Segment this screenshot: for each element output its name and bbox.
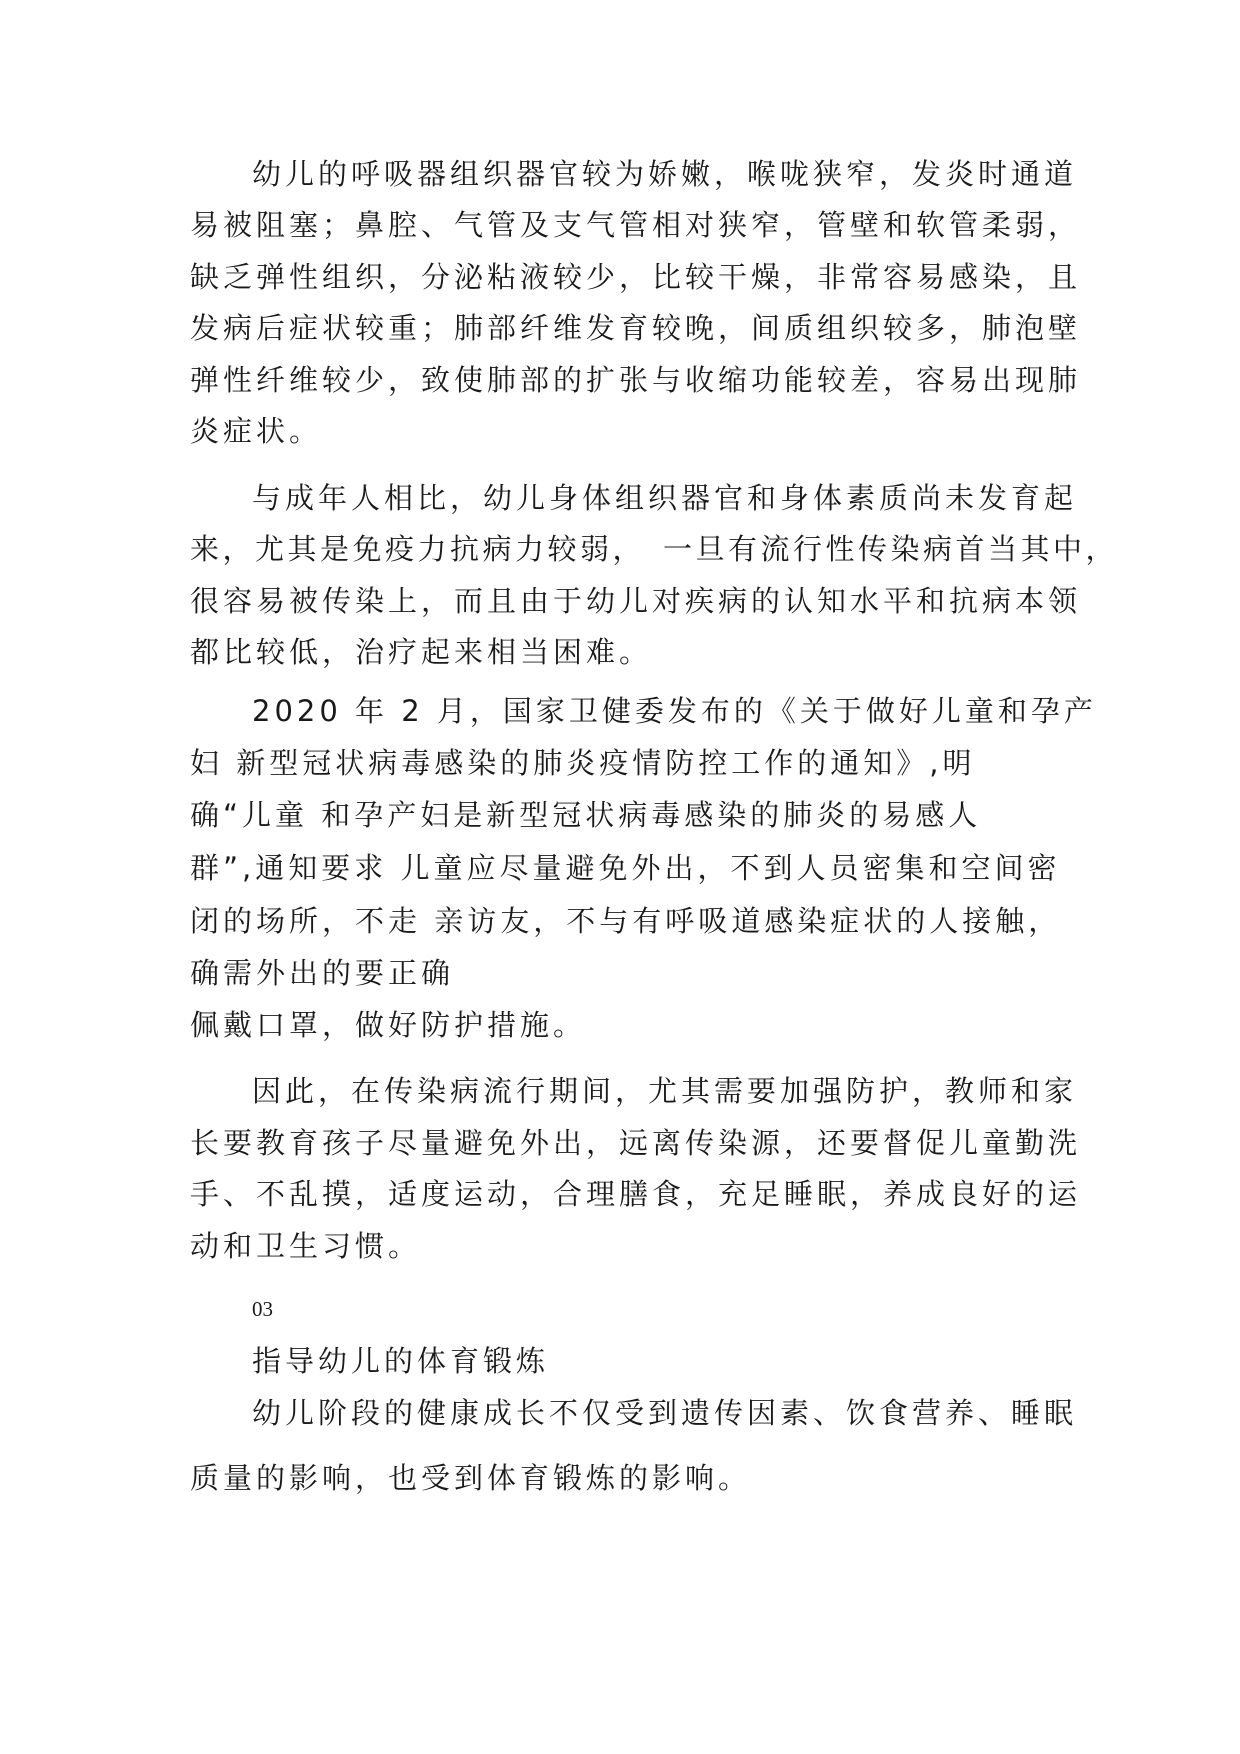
paragraph-line: 都比较低，治疗起来相当困难。 bbox=[190, 635, 653, 669]
paragraph-line: 炎症状。 bbox=[190, 414, 323, 448]
paragraph-line: 长要教育孩子尽量避免外出，远离传染源，还要督促儿童勤洗 bbox=[190, 1126, 1082, 1160]
paragraph-line: 佩戴口罩，做好防护措施。 bbox=[190, 1008, 587, 1042]
paragraph-line: 缺乏弹性组织，分泌粘液较少，比较干燥，非常容易感染，且 bbox=[190, 260, 1082, 294]
paragraph-line: 来，尤其是免疫力抗病力较弱， 一旦有流行性传染病首当其中， bbox=[190, 532, 1119, 566]
section-title: 指导幼儿的体育锻炼 bbox=[252, 1344, 550, 1378]
paragraph-line: 幼儿的呼吸器组织器官较为娇嫩，喉咙狭窄，发炎时通道 bbox=[252, 157, 1078, 191]
paragraph-line: 与成年人相比，幼儿身体组织器官和身体素质尚未发育起 bbox=[252, 481, 1078, 515]
paragraph-line: 很容易被传染上，而且由于幼儿对疾病的认知水平和抗病本领 bbox=[190, 584, 1082, 618]
paragraph-line: 确“儿童 和孕产妇是新型冠状病毒感染的肺炎的易感人 bbox=[190, 798, 982, 832]
paragraph-line: 确需外出的要正确 bbox=[190, 956, 455, 990]
paragraph-line: 弹性纤维较少，致使肺部的扩张与收缩功能较差，容易出现肺 bbox=[190, 363, 1082, 397]
paragraph-line: 手、不乱摸，适度运动，合理膳食，充足睡眠，养成良好的运 bbox=[190, 1177, 1082, 1211]
paragraph-line: 群”,通知要求 儿童应尽量避免外出，不到人员密集和空间密 bbox=[190, 851, 1061, 885]
paragraph-line: 因此，在传染病流行期间，尤其需要加强防护，教师和家 bbox=[252, 1074, 1078, 1108]
paragraph-line: 易被阻塞；鼻腔、气管及支气管相对狭窄，管壁和软管柔弱， bbox=[190, 208, 1082, 242]
paragraph-line: 2020 年 2 月，国家卫健委发布的《关于做好儿童和孕产 bbox=[252, 694, 1097, 728]
paragraph-line: 幼儿阶段的健康成长不仅受到遗传因素、饮食营养、睡眠 bbox=[252, 1396, 1078, 1430]
paragraph-line: 闭的场所，不走 亲访友，不与有呼吸道感染症状的人接触， bbox=[190, 904, 1062, 938]
paragraph-line: 动和卫生习惯。 bbox=[190, 1229, 422, 1263]
section-number: 03 bbox=[252, 1297, 273, 1321]
paragraph-line: 发病后症状较重；肺部纤维发育较晚，间质组织较多，肺泡壁 bbox=[190, 311, 1082, 345]
paragraph-line: 质量的影响，也受到体育锻炼的影响。 bbox=[190, 1461, 752, 1495]
paragraph-line: 妇 新型冠状病毒感染的肺炎疫情防控工作的通知》,明 bbox=[190, 746, 976, 780]
